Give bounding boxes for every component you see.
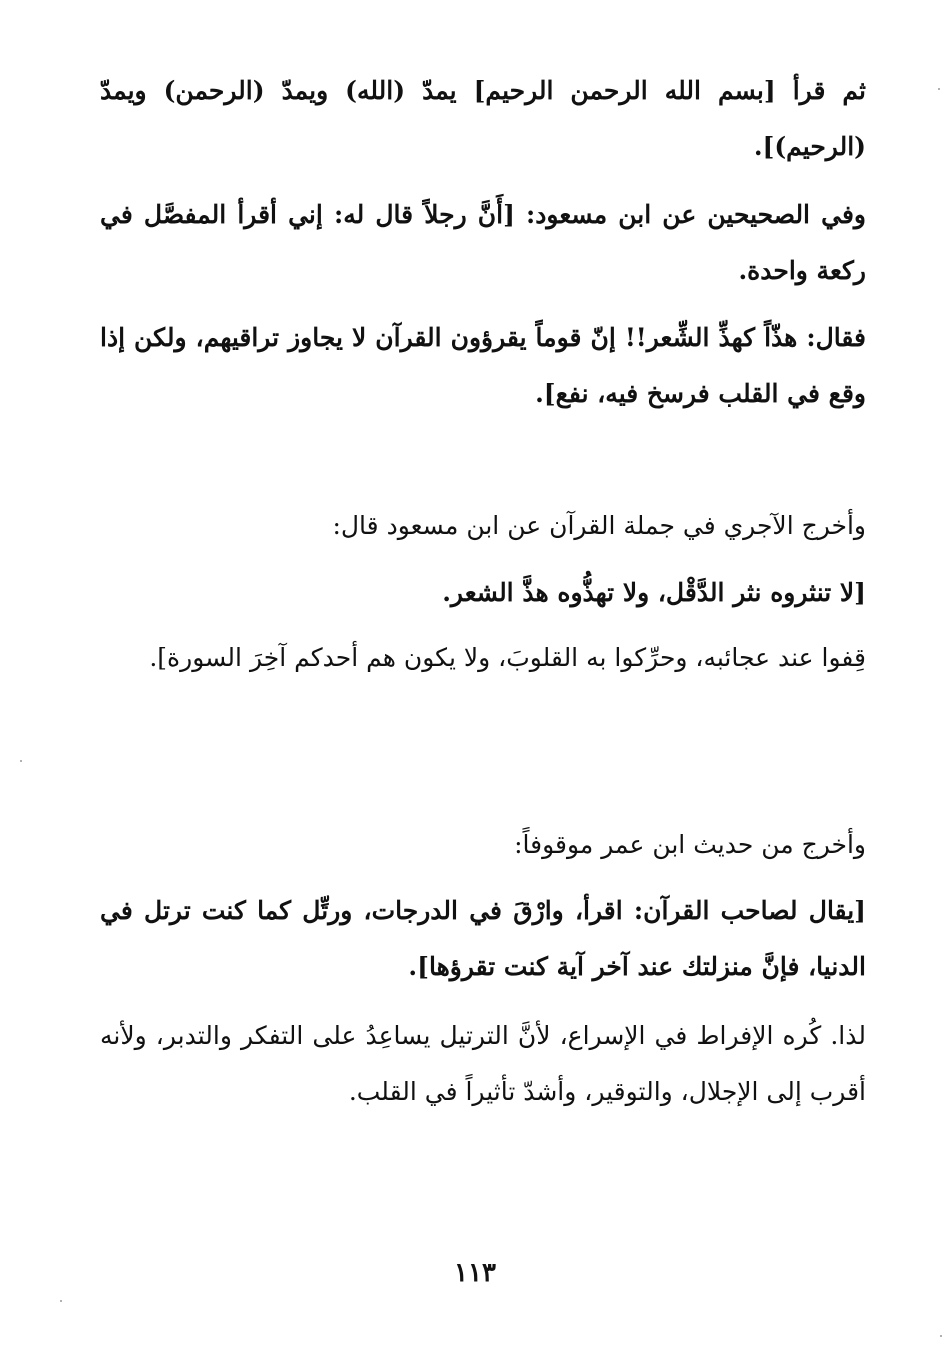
paragraph-sahihayn-narration: وفي الصحيحين عن ابن مسعود: [أَنَّ رجلاً قال له: إني أقرأ المفصَّل في ركعة واحدة. [100,200,866,285]
scan-speck [940,1335,942,1337]
scan-speck [20,760,22,762]
paragraph-ajurri-quote-continued: قِفوا عند عجائبه، وحرِّكوا به القلوبَ، ولا يكون هم أحدكم آخِرَ السورة]. [149,643,866,672]
page-number: ١١٣ [454,1258,496,1288]
paragraph-ibn-umar-quote: [يقال لصاحب القرآن: اقرأ، وارْقَ في الدرجات، ورتِّل كما كنت ترتل في الدنيا، فإنَّ منزلتك عند آخر آية كنت تقرؤها]. [100,896,866,981]
scan-speck [60,1300,62,1302]
paragraph-ibn-masud-reply: فقال: هذّاً كهذِّ الشِّعر!! إنّ قوماً يقرؤون القرآن لا يجاوز تراقيهم، ولكن إذا وقع في القلب فرسخ فيه، نفع]. [100,323,866,408]
paragraph-ibn-umar-intro: وأخرج من حديث ابن عمر موقوفاً: [514,830,866,859]
paragraph-ajurri-intro: وأخرج الآجري في جملة القرآن عن ابن مسعود قال: [332,511,866,540]
paragraph-conclusion: لذا. كُره الإفراط في الإسراع، لأنَّ الترتيل يساعِدُ على التفكر والتدبر، ولأنه أقرب إلى الإجلال، والتوقير، وأشدّ تأثيراً في القلب. [100,1021,866,1106]
paragraph-ajurri-quote: [لا تنثروه نثر الدَّقْل، ولا تهذُّوه هذَّ الشعر. [442,578,866,607]
scan-speck [938,88,940,90]
paragraph-basmala-reading: ثم قرأ [بسم الله الرحمن الرحيم] يمدّ (الله) ويمدّ (الرحمن) ويمدّ (الرحيم)]. [100,76,866,161]
